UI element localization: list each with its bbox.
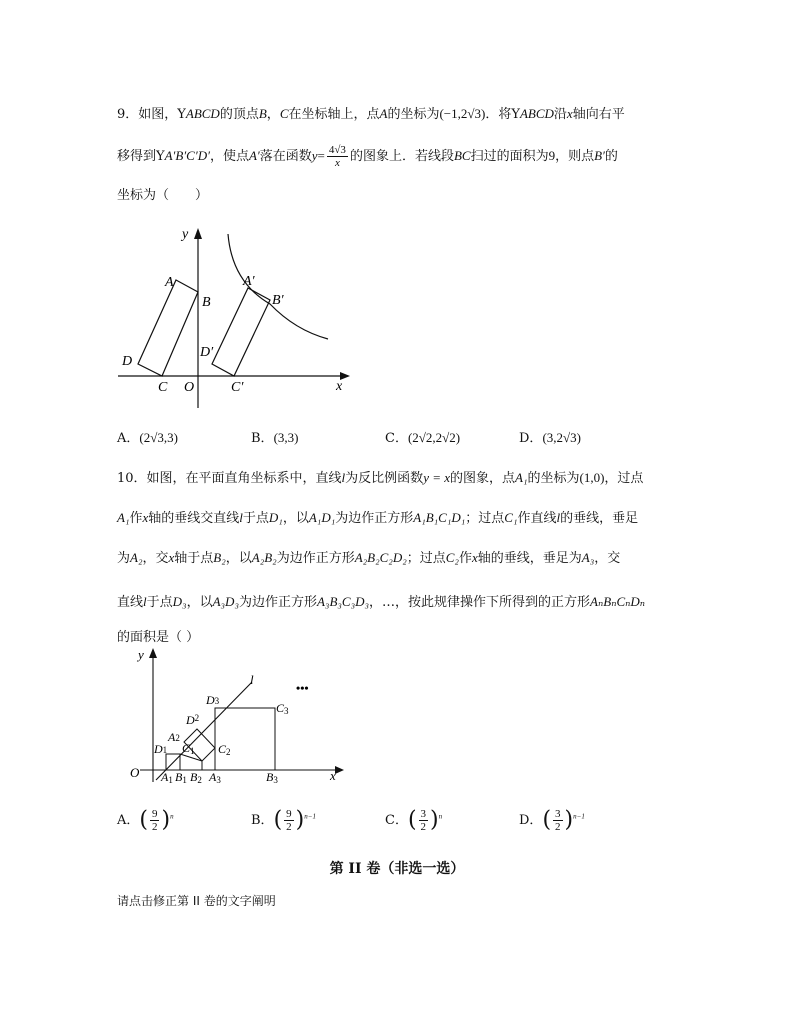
q10-label-a3: A3 bbox=[209, 770, 221, 784]
q9-option-b[interactable]: B．(3,3) bbox=[251, 430, 299, 446]
q9-parallelogram-abcd bbox=[138, 280, 198, 376]
q10-option-a[interactable]: A．( $\frac{9}{2}$ )$^n$ bbox=[117, 807, 174, 833]
q10-figure bbox=[110, 644, 360, 784]
q10-line-3: 为A₂，交x轴于点B₂，以A₂B₂为边作正方形A₂B₂C₂D₂；过点C₂作x轴的垂线，垂足为A₃，交 bbox=[117, 550, 621, 566]
q10-label-d1: D1 bbox=[154, 742, 168, 756]
q9-figure bbox=[110, 222, 360, 412]
q9-label-a: A bbox=[165, 275, 174, 290]
q10-x-arrow bbox=[335, 766, 344, 774]
q10-label-d2: $D^2$ bbox=[186, 713, 200, 727]
q10-label-o: O bbox=[130, 765, 140, 780]
q9-line-2: 移得到YA′B′C′D′，使点A′落在函数y= $\frac{4√3}{x}$ 的图象上．若线段BC扫过的面积为9，则点B′的 bbox=[117, 144, 618, 169]
q9-label-o: O bbox=[184, 380, 195, 395]
q9-label-ap: A′ bbox=[243, 274, 255, 289]
q9-label-c: C bbox=[158, 380, 168, 395]
q10-label-c2: C2 bbox=[218, 742, 231, 757]
q9-function-fraction: $\frac{4√3}{x}$ bbox=[328, 144, 346, 169]
q10-label-a1: A1 bbox=[161, 770, 173, 784]
q10-option-c[interactable]: C．( $\frac{3}{2}$ )$^n$ bbox=[385, 807, 443, 833]
q9-label-cp: C′ bbox=[231, 380, 244, 395]
q9-label-d: D bbox=[122, 354, 133, 369]
q10-label-c3: C3 bbox=[276, 701, 289, 716]
q10-label-d3: D3 bbox=[206, 693, 220, 707]
q10-label-x: x bbox=[330, 768, 336, 783]
q10-line-5: 的面积是（ ） bbox=[117, 630, 200, 645]
q9-label-x: x bbox=[336, 379, 343, 394]
q10-square-3 bbox=[215, 708, 275, 770]
q10-line-1: 10．如图，在平面直角坐标系中，直线l为反比例函数y = x的图象，点A₁的坐标为(1,0)，过点 bbox=[117, 470, 644, 486]
q10-label-c1: C1 bbox=[182, 741, 195, 756]
q9-label-b: B bbox=[202, 295, 211, 310]
q10-dots: ••• bbox=[296, 681, 309, 695]
q9-line-3: 坐标为（ ） bbox=[117, 188, 209, 203]
q9-option-c[interactable]: C．(2√2,2√2) bbox=[385, 430, 461, 446]
q10-label-l: l bbox=[250, 672, 254, 687]
q10-line-2: A₁作x轴的垂线交直线l于点D₁，以A₁D₁为边作正方形A₁B₁C₁D₁；过点C₁作直线l的垂线，垂足 bbox=[117, 510, 639, 526]
q9-line-1: 9．如图，YABCD的顶点B，C在坐标轴上，点A的坐标为(−1,2√3)．将YABCD沿x轴向右平 bbox=[117, 106, 625, 122]
q9-number: 9．如图， bbox=[117, 107, 178, 122]
q10-y-arrow bbox=[149, 648, 157, 658]
q9-option-a[interactable]: A．(2√3,3) bbox=[117, 430, 178, 446]
point-a-coordinate: (−1,2√3) bbox=[439, 106, 486, 121]
q10-option-d[interactable]: D．( $\frac{3}{2}$ )$^{n-1}$ bbox=[519, 807, 585, 833]
q10-label-b1: B1 bbox=[175, 770, 187, 784]
q9-label-bp: B′ bbox=[272, 293, 284, 308]
section-note[interactable]: 请点击修正第 II 卷的文字阐明 bbox=[117, 894, 276, 908]
q9-label-dp: D′ bbox=[200, 345, 214, 360]
q9-y-arrow bbox=[194, 228, 202, 239]
q10-option-b[interactable]: B．( $\frac{9}{2}$ )$^{n-1}$ bbox=[251, 807, 316, 833]
q10-line-4: 直线l于点D₃，以A₃D₃为边作正方形A₃B₃C₃D₃，…，按此规律操作下所得到的正方形AₙBₙCₙDₙ bbox=[117, 594, 646, 610]
section-title: 第 II 卷（非选一选） bbox=[329, 861, 465, 877]
q9-parallelogram-primed bbox=[212, 288, 270, 376]
q10-label-b3: B3 bbox=[266, 770, 278, 784]
q9-option-d[interactable]: D．(3,2√3) bbox=[519, 430, 581, 446]
q10-label-b2: B2 bbox=[190, 770, 202, 784]
q10-label-a2: A2 bbox=[168, 730, 180, 744]
q9-label-y: y bbox=[182, 227, 189, 242]
q10-label-y: y bbox=[138, 647, 144, 662]
